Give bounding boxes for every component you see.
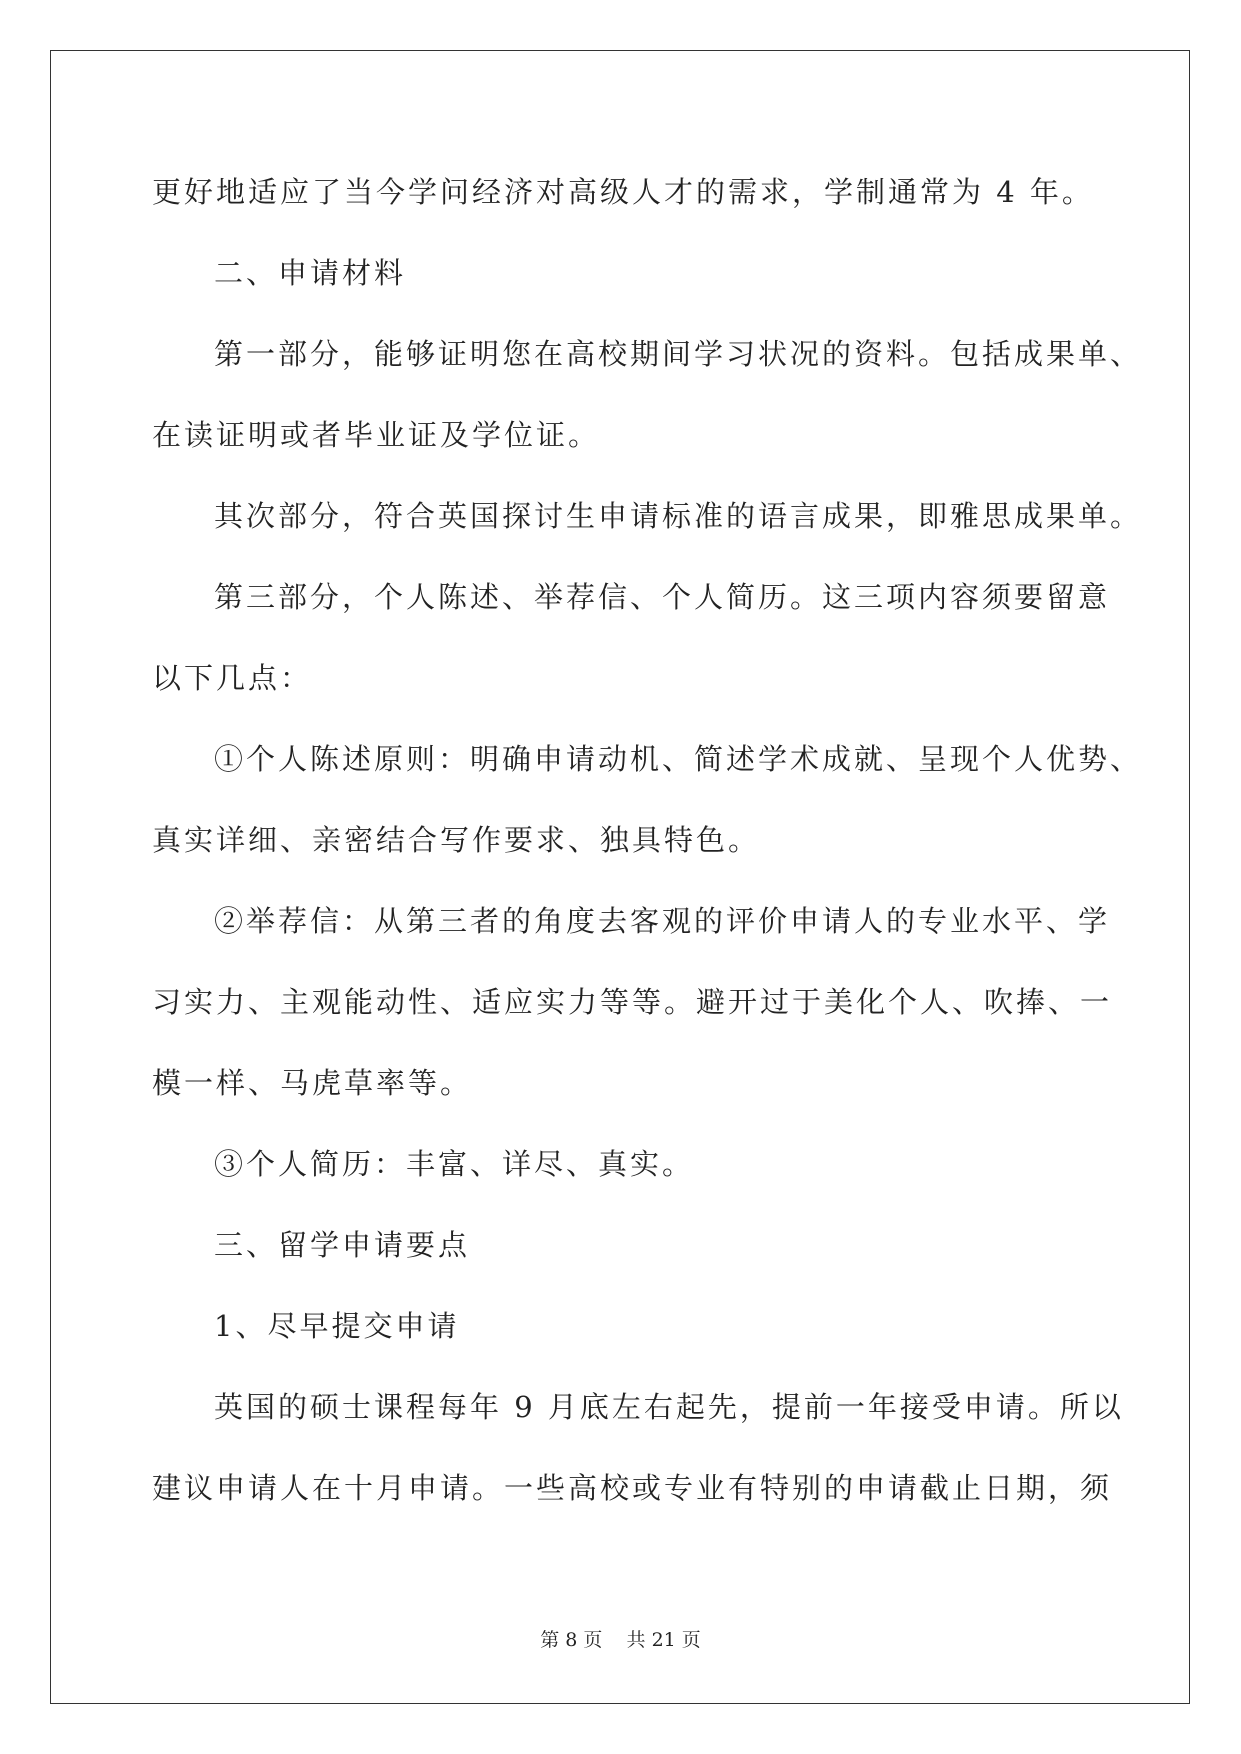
text-line: 习实力、主观能动性、适应实力等等。避开过于美化个人、吹捧、一 xyxy=(152,985,1113,1019)
text-line: 第一部分，能够证明您在高校期间学习状况的资料。包括成果单、 xyxy=(214,337,1143,371)
text-line: 更好地适应了当今学问经济对高级人才的需求，学制通常为 4 年。 xyxy=(152,175,1094,209)
page-border xyxy=(50,50,1190,1704)
text-line: 以下几点： xyxy=(152,661,313,695)
text-line: ②举荐信：从第三者的角度去客观的评价申请人的专业水平、学 xyxy=(214,904,1111,938)
page-number-footer: 第 8 页 共 21 页 xyxy=(540,1629,701,1651)
text-line: 其次部分，符合英国探讨生申请标准的语言成果，即雅思成果单。 xyxy=(214,499,1143,533)
text-line: 在读证明或者毕业证及学位证。 xyxy=(152,418,601,452)
section-heading: 三、留学申请要点 xyxy=(214,1228,471,1262)
text-line: ①个人陈述原则：明确申请动机、简述学术成就、呈现个人优势、 xyxy=(214,742,1143,776)
text-line: 真实详细、亲密结合写作要求、独具特色。 xyxy=(152,823,761,857)
text-line: 建议申请人在十月申请。一些高校或专业有特别的申请截止日期，须 xyxy=(152,1471,1113,1505)
text-line: ③个人简历：丰富、详尽、真实。 xyxy=(214,1147,695,1181)
subsection-heading: 1、尽早提交申请 xyxy=(214,1309,460,1343)
section-heading: 二、申请材料 xyxy=(214,256,407,290)
text-line: 第三部分，个人陈述、举荐信、个人简历。这三项内容须要留意 xyxy=(214,580,1111,614)
text-line: 模一样、马虎草率等。 xyxy=(152,1066,473,1100)
text-line: 英国的硕士课程每年 9 月底左右起先，提前一年接受申请。所以 xyxy=(214,1390,1124,1424)
